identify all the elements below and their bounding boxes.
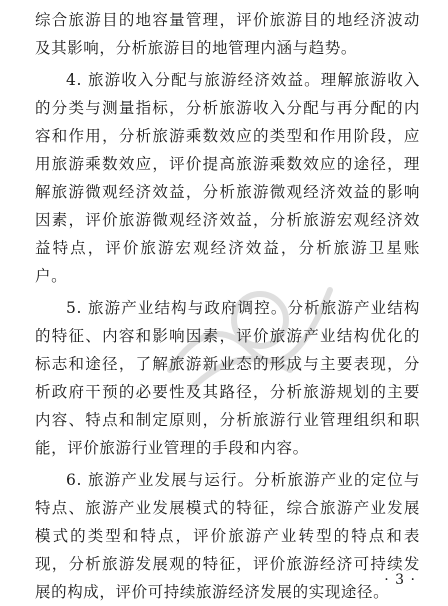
document-page (35, 6, 420, 606)
page-number: · 3 · (384, 572, 416, 588)
paragraph-3: 5. 旅游产业结构与政府调控。分析旅游产业结构的特征、内容和影响因素，评价旅游产业结构优化的标志和途径，了解旅游新业态的形成与主要表现，分析政府干预的必要性及其路径，分析旅游规划的主要内容、特点和制定原则，分析旅游行业管理组织和职能，评价旅游行业管理的手段和内容。 (35, 299, 420, 457)
paragraph-1: 综合旅游目的地容量管理，评价旅游目的地经济波动及其影响，分析旅游目的地管理内涵与趋势。 (35, 11, 420, 57)
paragraph-2: 4. 旅游收入分配与旅游经济效益。理解旅游收入的分类与测量指标，分析旅游收入分配与再分配的内容和作用，分析旅游乘数效应的类型和作用阶段，应用旅游乘数效应，评价提高旅游乘数效应的途径，理解旅游微观经济效益，分析旅游微观经济效益的影响因素，评价旅游微观经济效益，分析旅游宏观经济效益特点，评价旅游宏观经济效益，分析旅游卫星账户。 (35, 71, 420, 285)
paragraph-4: 6. 旅游产业发展与运行。分析旅游产业的定位与特点、旅游产业发展模式的特征，综合旅游产业发展模式的类型和特点，评价旅游产业转型的特点和表现，分析旅游发展观的特征，评价旅游经济可持续发展的构成，评价可持续旅游经济发展的实现途径。 (35, 471, 420, 601)
